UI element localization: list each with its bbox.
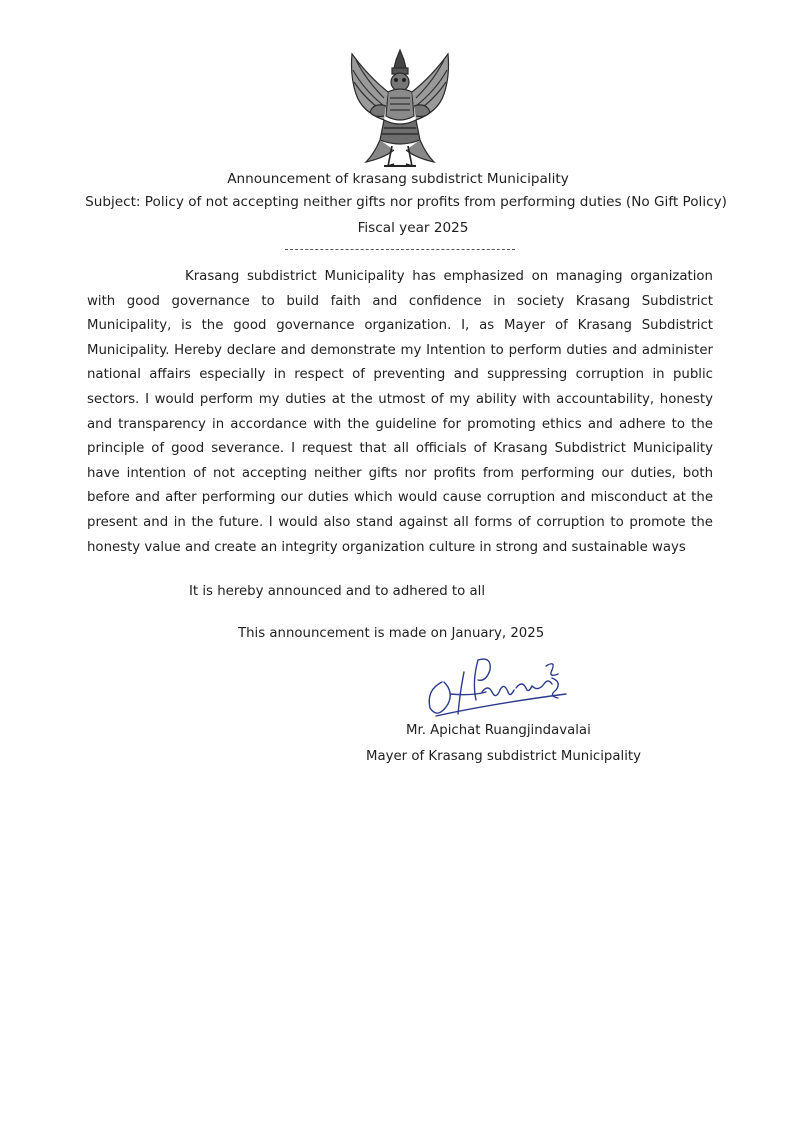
signatory-name: Mr. Apichat Ruangjindavalai [406,723,591,738]
signatory-title: Mayer of Krasang subdistrict Municipality [366,749,641,764]
announcement-title: Announcement of krasang subdistrict Municipality [227,171,569,187]
closing-statement: It is hereby announced and to adhered to all [189,584,486,599]
fiscal-year: Fiscal year 2025 [357,220,469,236]
separator-line [285,249,515,250]
handwritten-signature-icon [420,652,570,724]
garuda-emblem-icon [344,46,456,170]
announcement-body: Krasang subdistrict Municipality has emphasized on managing organization with good governance to build faith and confidence in society Krasang Subdistrict Municipality, is the good governance organization. I, as Mayer of Krasang Subdistrict Municipality. Hereby declare and demonstrate my Intention to perform duties and administer national affairs especially in respect of preventing and suppressing corruption in public sectors. I would perform my duties at the utmost of my ability with accountability, honesty and transparency in accordance with the guideline for promoting ethics and adhere to the principle of good severance. I request that all officials of Krasang Subdistrict Municipality have intention of not accepting neither gifts nor profits from performing our duties, both before and after performing our duties which would cause corruption and misconduct at the present and in the future. I would also stand against all forms of corruption to promote the honesty value and create an integrity organization culture in strong and sustainable ways [87,269,713,555]
announcement-date: This announcement is made on January, 2025 [238,626,545,641]
announcement-subject: Subject: Policy of not accepting neither gifts nor profits from performing duties (No Gift Policy) [85,194,727,210]
